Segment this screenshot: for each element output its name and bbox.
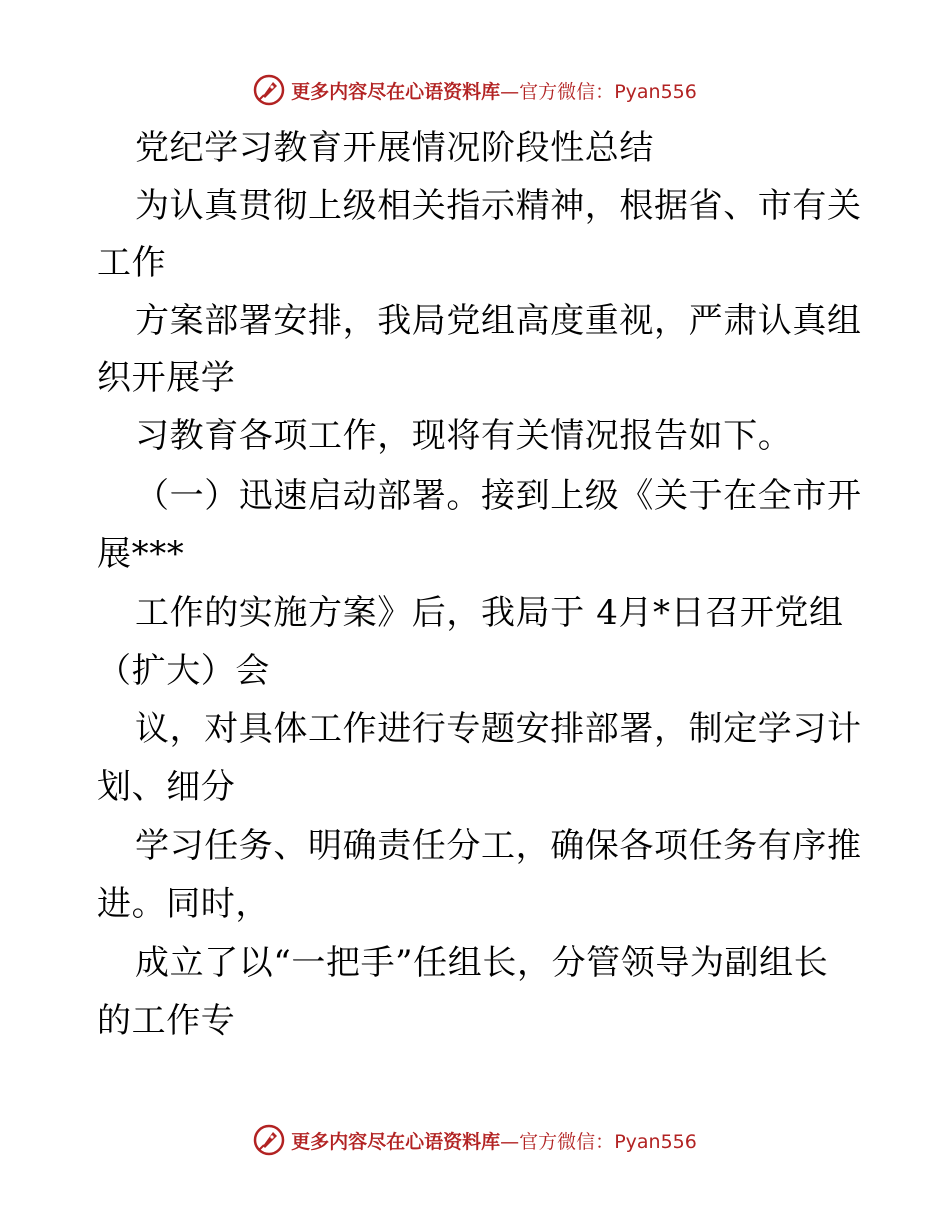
banner-suffix: 官方微信： xyxy=(519,1130,615,1153)
banner-prefix: 更多内容尽在心语资料库 xyxy=(291,1130,501,1153)
paragraph-line: 习教育各项工作，现将有关情况报告如下。 xyxy=(135,416,793,456)
paragraph-line: 方案部署安排，我局党组高度重视，严肃认真组 xyxy=(135,301,862,341)
paragraph-line: （扩大）会 xyxy=(97,651,270,691)
banner-text xyxy=(291,77,697,104)
header-banner xyxy=(0,70,950,110)
banner-text xyxy=(291,1127,697,1154)
banner-wechat-id: Pyan556 xyxy=(614,1130,697,1153)
paragraph-line: 展*** xyxy=(97,534,185,574)
paragraph-line: 成立了以“一把手”任组长，分管领导为副组长 xyxy=(135,943,829,983)
banner-prefix: 更多内容尽在心语资料库 xyxy=(291,80,501,103)
paragraph-line: 为认真贯彻上级相关指示精神，根据省、市有关 xyxy=(135,186,862,226)
paragraph-line: （一）迅速启动部署。接到上级《关于在全市开 xyxy=(135,476,862,516)
banner-suffix: 官方微信： xyxy=(519,80,615,103)
paragraph-line: 划、细分 xyxy=(97,767,236,807)
paragraph-line: 进。同时， xyxy=(97,884,270,924)
paragraph-line: 织开展学 xyxy=(97,358,236,398)
footer-banner xyxy=(0,1120,950,1160)
paragraph-line: 学习任务、明确责任分工，确保各项任务有序推 xyxy=(135,826,862,866)
document-title: 党纪学习教育开展情况阶段性总结 xyxy=(135,128,654,168)
pen-nib-logo-icon xyxy=(253,1124,285,1156)
banner-separator: — xyxy=(500,80,520,103)
paragraph-line: 议，对具体工作进行专题安排部署，制定学习计 xyxy=(135,709,862,749)
pen-nib-logo-icon xyxy=(253,74,285,106)
banner-wechat-id: Pyan556 xyxy=(614,80,697,103)
paragraph-line: 的工作专 xyxy=(97,1001,236,1041)
paragraph-line: 工作的实施方案》后，我局于 4月*日召开党组 xyxy=(135,593,844,633)
banner-separator: — xyxy=(500,1130,520,1153)
paragraph-line: 工作 xyxy=(97,243,167,283)
